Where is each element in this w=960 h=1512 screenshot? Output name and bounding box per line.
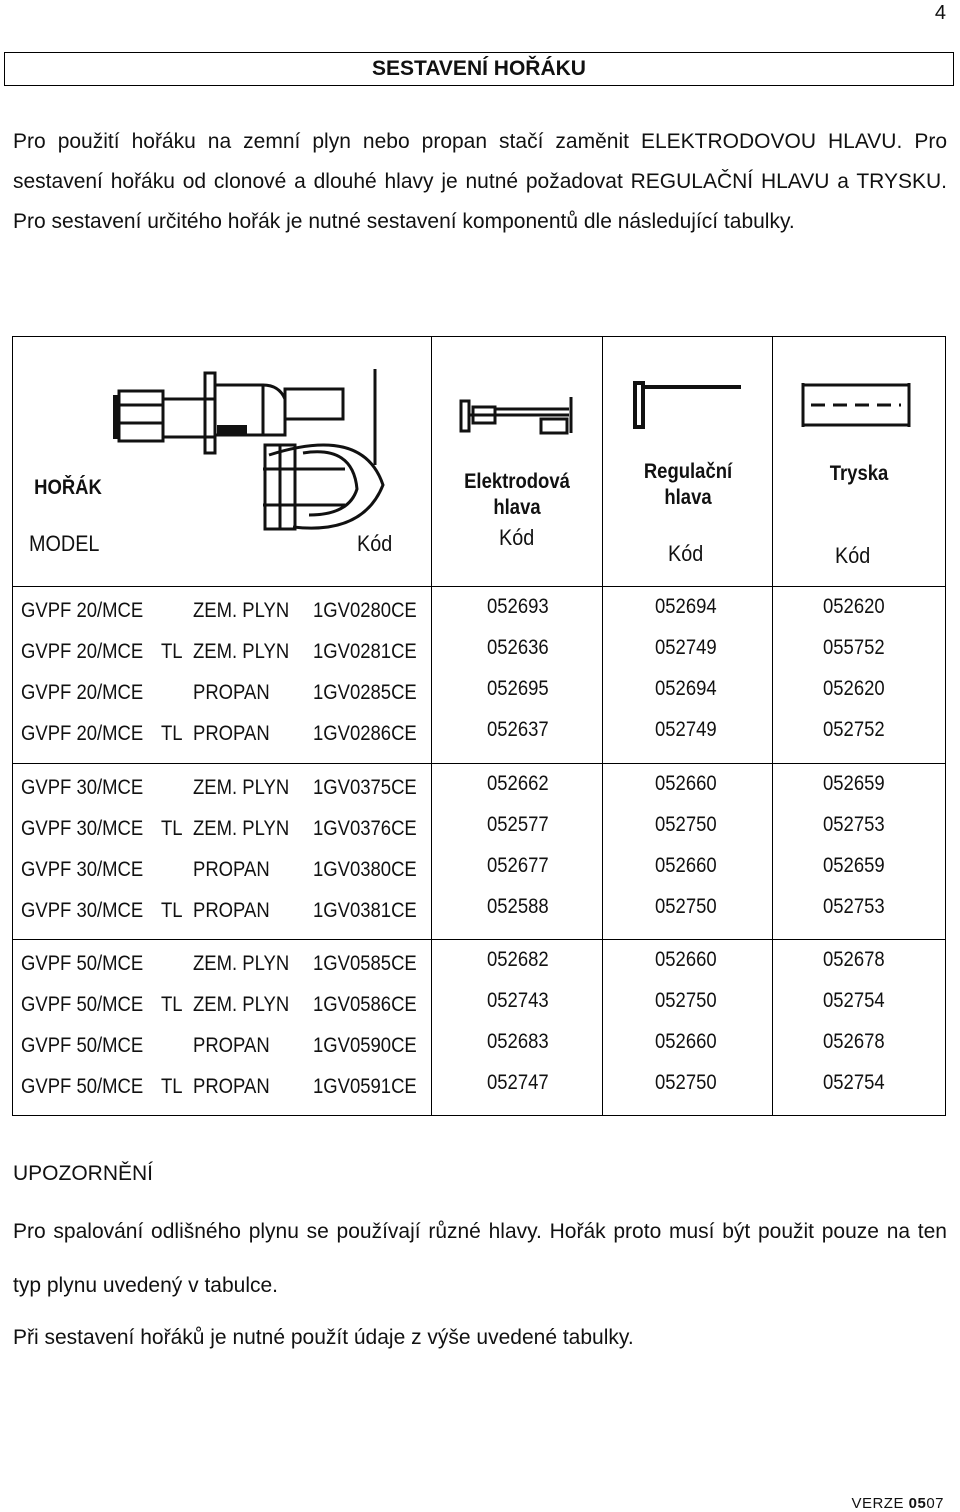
cell-nozzle-code: 052753 xyxy=(823,895,885,918)
group-divider xyxy=(13,939,945,940)
cell-nozzle-code: 052753 xyxy=(823,813,885,836)
cell-electrode-code: 052677 xyxy=(487,854,549,877)
cell-nozzle-code: 055752 xyxy=(823,636,885,659)
cell-gas: ZEM. PLYN xyxy=(193,817,290,840)
cell-gas: PROPAN xyxy=(193,1034,270,1057)
column-divider xyxy=(602,337,603,1115)
cell-regulating-code: 052660 xyxy=(655,854,717,877)
cell-electrode-code: 052683 xyxy=(487,1030,549,1053)
cell-gas: ZEM. PLYN xyxy=(193,599,290,622)
cell-nozzle-code: 052659 xyxy=(823,772,885,795)
cell-electrode-code: 052636 xyxy=(487,636,549,659)
cell-gas: PROPAN xyxy=(193,1075,270,1098)
cell-model: GVPF 30/MCE xyxy=(21,858,144,881)
page-title: SESTAVENÍ HOŘÁKU xyxy=(4,52,954,86)
cell-burner-code: 1GV0381CE xyxy=(313,899,417,922)
warning-text: Pro spalování odlišného plynu se používají různé hlavy. Hořák proto musí být použit pouze na ten typ plynu uvedený v tabulce. xyxy=(13,1220,947,1297)
cell-electrode-code: 052662 xyxy=(487,772,549,795)
cell-regulating-code: 052660 xyxy=(655,1030,717,1053)
group-divider xyxy=(13,763,945,764)
footer-suffix: 07 xyxy=(926,1495,944,1512)
cell-nozzle-code: 052620 xyxy=(823,677,885,700)
header-burner: HOŘÁK xyxy=(34,476,102,499)
header-regulating-line2: hlava xyxy=(664,486,712,509)
cell-regulating-code: 052660 xyxy=(655,772,717,795)
cell-regulating-code: 052660 xyxy=(655,948,717,971)
cell-nozzle-code: 052754 xyxy=(823,989,885,1012)
cell-gas: ZEM. PLYN xyxy=(193,952,290,975)
cell-variant: TL xyxy=(161,993,183,1016)
cell-gas: ZEM. PLYN xyxy=(193,993,290,1016)
cell-regulating-code: 052750 xyxy=(655,813,717,836)
cell-model: GVPF 30/MCE xyxy=(21,817,144,840)
cell-model: GVPF 20/MCE xyxy=(21,681,144,704)
cell-burner-code: 1GV0286CE xyxy=(313,722,417,745)
cell-gas: ZEM. PLYN xyxy=(193,640,290,663)
subheader-electrode-code: Kód xyxy=(499,525,535,550)
cell-gas: PROPAN xyxy=(193,899,270,922)
cell-variant: TL xyxy=(161,817,183,840)
subheader-burner-code: Kód xyxy=(357,531,393,556)
cell-nozzle-code: 052752 xyxy=(823,718,885,741)
footer-version xyxy=(851,1495,944,1512)
cell-gas: PROPAN xyxy=(193,681,270,704)
cell-model: GVPF 50/MCE xyxy=(21,1034,144,1057)
electrode-head-drawing xyxy=(459,393,579,443)
cell-burner-code: 1GV0281CE xyxy=(313,640,417,663)
cell-burner-code: 1GV0375CE xyxy=(313,776,417,799)
cell-burner-code: 1GV0376CE xyxy=(313,817,417,840)
cell-variant: TL xyxy=(161,1075,183,1098)
cell-regulating-code: 052750 xyxy=(655,895,717,918)
cell-regulating-code: 052750 xyxy=(655,989,717,1012)
page-number: 4 xyxy=(934,2,946,24)
cell-gas: PROPAN xyxy=(193,722,270,745)
header-regulating-head xyxy=(613,459,763,511)
cell-model: GVPF 20/MCE xyxy=(21,640,144,663)
cell-variant: TL xyxy=(161,899,183,922)
warning-text-2: Při sestavení hořáků je nutné použít údaje z výše uvedené tabulky. xyxy=(13,1326,634,1349)
cell-model: GVPF 50/MCE xyxy=(21,952,144,975)
header-divider xyxy=(13,586,945,587)
cell-model: GVPF 20/MCE xyxy=(21,599,144,622)
burner-drawing xyxy=(113,365,403,535)
cell-electrode-code: 052588 xyxy=(487,895,549,918)
cell-variant: TL xyxy=(161,722,183,745)
cell-model: GVPF 20/MCE xyxy=(21,722,144,745)
cell-gas: PROPAN xyxy=(193,858,270,881)
footer-version-bold: 05 xyxy=(908,1495,927,1512)
footer-prefix: VERZE xyxy=(851,1495,909,1512)
cell-model: GVPF 30/MCE xyxy=(21,776,144,799)
cell-gas: ZEM. PLYN xyxy=(193,776,290,799)
cell-regulating-code: 052749 xyxy=(655,718,717,741)
cell-electrode-code: 052693 xyxy=(487,595,549,618)
cell-regulating-code: 052749 xyxy=(655,636,717,659)
regulating-head-drawing xyxy=(631,377,746,432)
cell-model: GVPF 50/MCE xyxy=(21,1075,144,1098)
cell-nozzle-code: 052620 xyxy=(823,595,885,618)
cell-variant: TL xyxy=(161,640,183,663)
column-divider xyxy=(772,337,773,1115)
cell-electrode-code: 052747 xyxy=(487,1071,549,1094)
cell-regulating-code: 052750 xyxy=(655,1071,717,1094)
cell-regulating-code: 052694 xyxy=(655,677,717,700)
cell-burner-code: 1GV0280CE xyxy=(313,599,417,622)
nozzle-drawing xyxy=(797,379,917,431)
cell-electrode-code: 052682 xyxy=(487,948,549,971)
cell-electrode-code: 052743 xyxy=(487,989,549,1012)
cell-nozzle-code: 052678 xyxy=(823,948,885,971)
cell-electrode-code: 052637 xyxy=(487,718,549,741)
cell-burner-code: 1GV0380CE xyxy=(313,858,417,881)
header-electrode-head: Elektrodová hlava xyxy=(464,470,570,519)
column-divider xyxy=(431,337,432,1115)
cell-burner-code: 1GV0585CE xyxy=(313,952,417,975)
cell-electrode-code: 052695 xyxy=(487,677,549,700)
cell-model: GVPF 30/MCE xyxy=(21,899,144,922)
cell-burner-code: 1GV0285CE xyxy=(313,681,417,704)
subheader-model: MODEL xyxy=(29,531,100,556)
cell-nozzle-code: 052659 xyxy=(823,854,885,877)
intro-paragraph: Pro použití hořáku na zemní plyn nebo propan stačí zaměnit ELEKTRODOVOU HLAVU. Pro sestavení hořáku od clonové a dlouhé hlavy je nutné požadovat REGULAČNÍ HLAVU a TRYSKU. Pro sestavení určitého hořák je nutné sestavení komponentů dle následující tabulky. xyxy=(13,130,947,233)
header-nozzle: Tryska xyxy=(829,462,889,485)
cell-electrode-code: 052577 xyxy=(487,813,549,836)
cell-nozzle-code: 052754 xyxy=(823,1071,885,1094)
subheader-regulating-code: Kód xyxy=(668,541,704,566)
cell-nozzle-code: 052678 xyxy=(823,1030,885,1053)
cell-model: GVPF 50/MCE xyxy=(21,993,144,1016)
header-regulating-line1: Regulační xyxy=(643,460,733,483)
cell-regulating-code: 052694 xyxy=(655,595,717,618)
cell-burner-code: 1GV0591CE xyxy=(313,1075,417,1098)
cell-burner-code: 1GV0586CE xyxy=(313,993,417,1016)
subheader-nozzle-code: Kód xyxy=(835,543,871,568)
warning-title: UPOZORNĚNÍ xyxy=(13,1162,154,1185)
components-table xyxy=(12,336,946,1116)
cell-burner-code: 1GV0590CE xyxy=(313,1034,417,1057)
